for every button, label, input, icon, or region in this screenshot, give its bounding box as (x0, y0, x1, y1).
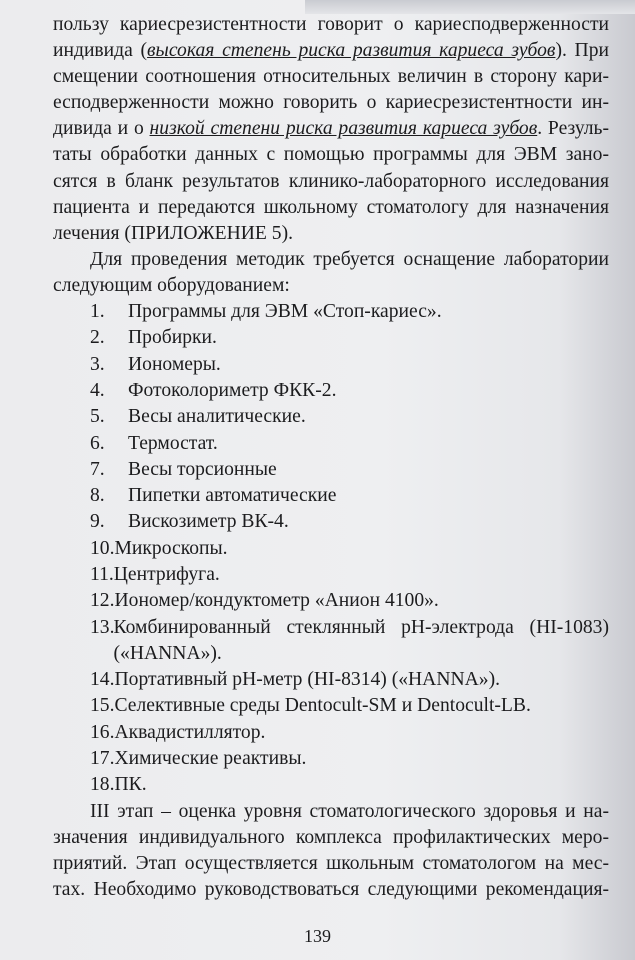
list-number: 3. (90, 353, 105, 375)
list-text-continued: («HANNA»). (113, 642, 222, 664)
list-number: 14. (90, 669, 115, 691)
list-text: Химические реактивы. (114, 748, 307, 770)
list-item (90, 325, 609, 351)
list-item (90, 693, 609, 719)
list-text: Микроскопы. (114, 537, 228, 559)
text-line: есподверженности можно говорить о кариесрезистентности ин- (53, 92, 609, 114)
list-number: 9. (90, 511, 105, 533)
list-number: 18. (90, 774, 115, 796)
list-item (90, 562, 609, 588)
list-text: Комбинированный стеклянный pH-электрода (HI-1083) (113, 616, 609, 638)
text-run: . Резуль- (537, 118, 609, 140)
list-item (90, 378, 609, 404)
list-number: 7. (90, 458, 105, 480)
list-number: 15. (90, 695, 115, 717)
text-line: приятий. Этап осуществляется школьным стоматологом на мес- (53, 852, 609, 874)
list-number: 11. (90, 564, 114, 585)
list-number: 17. (90, 748, 115, 770)
list-text: Портативный pH-метр (HI-8314) («HANNA»). (114, 669, 501, 691)
list-number: 2. (90, 327, 105, 349)
list-number: 10. (90, 537, 115, 559)
list-item (90, 588, 609, 614)
list-number: 8. (90, 485, 105, 507)
body-text (53, 12, 609, 903)
emphasis-high-risk: высокая степень риска развития кариеса зубов (147, 40, 556, 62)
text-line: тах. Необходимо руководствоваться следующими рекомендация- (53, 878, 609, 900)
text-run: ). При (555, 40, 609, 62)
text-line: сятся в бланк результатов клинико-лабораторного исследования (53, 170, 609, 192)
list-text: Аквадистиллятор. (114, 721, 266, 743)
list-number: 4. (90, 379, 105, 401)
list-text: ПК. (114, 774, 147, 796)
list-text: Весы торсионные (128, 458, 277, 480)
list-item (90, 457, 609, 483)
equipment-list (53, 299, 609, 799)
list-item (90, 431, 609, 457)
list-text: Весы аналитические. (128, 406, 306, 428)
list-item (90, 404, 609, 430)
text-line (53, 116, 609, 142)
list-text: Пипетки автоматические (128, 485, 337, 507)
list-item (90, 720, 609, 746)
text-line: значения индивидуального комплекса профилактических меро- (53, 826, 609, 848)
text-line: пользу кариесрезистентности говорит о кариесподверженности (53, 14, 609, 35)
list-text-wrapped (114, 615, 609, 668)
text-run: индивида ( (53, 40, 148, 62)
text-line: смещении соотношения относительных величин в сторону кари- (53, 66, 609, 88)
list-item (90, 536, 609, 562)
list-number: 6. (90, 432, 105, 454)
list-item (90, 746, 609, 772)
list-item (90, 509, 609, 535)
list-item (90, 352, 609, 378)
text-line: следующим оборудованием: (53, 274, 290, 296)
list-text: Фотоколориметр ФКК-2. (128, 379, 337, 401)
list-item (90, 667, 609, 693)
paragraph-stage-3 (53, 799, 609, 903)
text-line: пациента и передаются школьному стоматологу для назначения (53, 196, 609, 218)
list-text: Пробирки. (128, 327, 217, 349)
text-line: таты обработки данных с помощью программы для ЭВМ зано- (53, 144, 609, 166)
list-text: Селективные среды Dentocult-SM и Dentocult-LB. (114, 695, 531, 717)
list-item (90, 299, 609, 325)
list-text: Иономер/кондуктометр «Анион 4100». (114, 590, 439, 612)
text-line: лечения (ПРИЛОЖЕНИЕ 5). (53, 222, 294, 244)
list-text: Центрифуга. (113, 564, 220, 585)
list-text: Вискозиметр ВК-4. (128, 511, 289, 533)
page-number: 139 (304, 926, 331, 946)
list-item (90, 772, 609, 798)
text-line (53, 38, 609, 64)
list-number: 5. (90, 406, 105, 428)
list-text: Программы для ЭВМ «Стоп-кариес». (128, 301, 442, 323)
paragraph-risk (53, 12, 609, 247)
text-line: Для проведения методик требуется оснащение лаборатории (90, 248, 609, 270)
list-number: 13. (90, 616, 115, 638)
list-text: Иономеры. (128, 353, 221, 375)
list-text: Термостат. (128, 432, 218, 454)
list-number: 12. (90, 590, 115, 612)
list-number: 1. (90, 301, 105, 323)
paragraph-equipment-intro (53, 247, 609, 299)
list-item (90, 615, 609, 668)
list-item (90, 483, 609, 509)
emphasis-low-risk: низкой степени риска развития кариеса зубов (149, 118, 538, 140)
list-number: 16. (90, 721, 115, 743)
text-line: III этап – оценка уровня стоматологического здоровья и на- (90, 800, 609, 822)
text-run: дивида и о (53, 118, 150, 140)
